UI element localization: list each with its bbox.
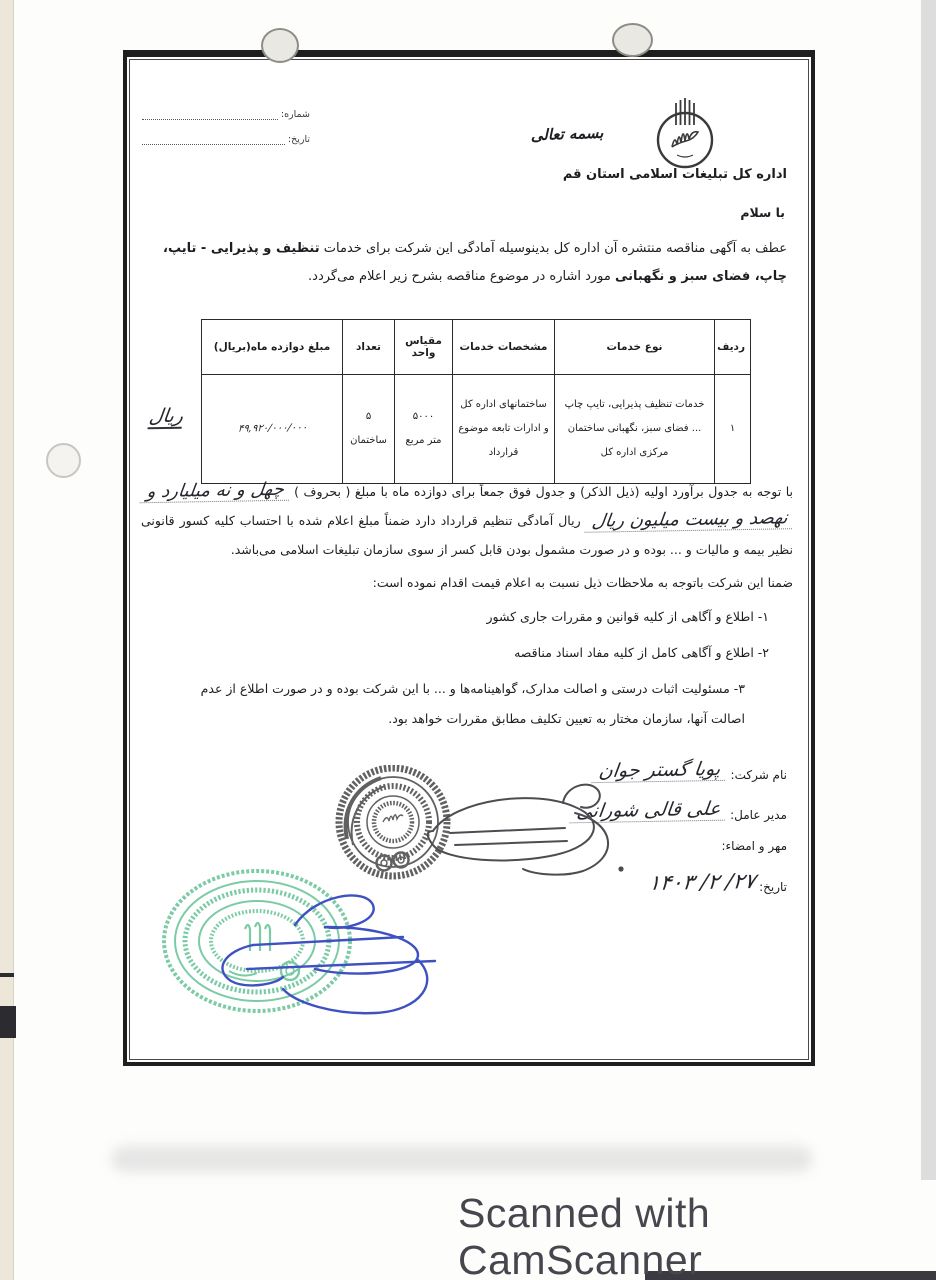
list-item: ۱- اطلاع و آگاهی از کلیه قوانین و مقررات جاری کشور xyxy=(486,609,769,624)
list-item: ۳- مسئولیت اثبات درستی و اصالت مدارک، گواهینامه‌ها و ... با این شرکت بوده و در صورت اطلاع از عدم اصالت آنها، سازمان مختار به تعیین تکلیف مطابق مقررات خواهد بود. xyxy=(200,681,745,726)
intro-part1: عطف به آگهی مناقصه منتشره آن اداره کل بدینوسیله آمادگی این شرکت برای خدمات xyxy=(323,241,788,256)
cell-count xyxy=(343,375,395,484)
handwritten-company-name: پویا گستر جوان xyxy=(592,758,728,783)
body-p1-before: با توجه به جدول برآورد اولیه (ذیل الذکر) و جدول فوق جمعاً برای دوازده ماه با مبلغ ( بحروف ) xyxy=(294,484,793,499)
col-header-specs: مشخصات خدمات xyxy=(453,320,555,375)
cell-index: ۱ xyxy=(715,375,751,484)
cell-service-type: خدمات تنظیف پذیرایی، تایپ چاپ ... فضای سبز، نگهبانی ساختمان مرکزی اداره کل xyxy=(555,375,715,484)
services-table xyxy=(201,319,751,484)
table-header-row xyxy=(202,320,751,375)
punch-hole-icon xyxy=(46,443,81,478)
dotted-leader xyxy=(142,134,285,145)
page-edge-left xyxy=(0,0,14,1280)
intro-bold: تنظیف و پذیرایی - تایپ، چاپ، فضای سبز و نگهبانی xyxy=(163,241,787,284)
col-header-index: ردیف xyxy=(715,320,751,375)
scan-artifact-bar xyxy=(0,973,14,977)
salutation: با سلام xyxy=(740,205,785,220)
letter-border-frame xyxy=(123,50,815,1066)
punch-hole-icon xyxy=(612,23,653,57)
col-header-amount: مبلغ دوازده ماه(بریال) xyxy=(202,320,343,375)
dotted-leader xyxy=(142,109,278,120)
seal-signature-label: مهر و امضاء: xyxy=(721,839,787,853)
handwritten-rial: ریال xyxy=(147,404,185,428)
scan-shadow-band xyxy=(112,1146,812,1172)
cell-unit-scale xyxy=(395,375,453,484)
letter-number-line xyxy=(142,109,310,120)
handwritten-amount-words-1: چهل و نه میلیارد و xyxy=(140,480,292,504)
camscanner-watermark: Scanned with CamScanner xyxy=(458,1190,711,1280)
body-p1-after: ریال آمادگی تنظیم قرارداد دارد ضمناً مبلغ اعلام شده با احتساب کلیه کسور قانونی نظیر بیمه و مالیات و ... بوده و در صورت مشمول بودن قابل کسر از سوی سازمان تبلیغات اسلامی می‌باشد. xyxy=(141,513,793,557)
letter-meta xyxy=(142,109,310,159)
intro-paragraph xyxy=(163,235,787,291)
col-header-unit-scale: مقیاس واحد xyxy=(395,320,453,375)
handwritten-date: ۱۴۰۳ /۲ /۲۷ xyxy=(647,869,757,895)
recipient-line: اداره کل تبلیغات اسلامی استان قم xyxy=(562,167,787,182)
manager-label: مدیر عامل: xyxy=(730,808,787,822)
col-header-count: تعداد xyxy=(343,320,395,375)
cell-amount-handwritten xyxy=(202,375,343,484)
signature-date-label: تاریخ: xyxy=(759,880,787,894)
besmele-calligraphy: بسمه تعالی xyxy=(530,123,604,145)
scan-artifact-bar xyxy=(0,1006,16,1038)
count-unit: ساختمان xyxy=(350,435,387,446)
handwritten-amount: ۴۹,۹۲۰/۰۰۰/۰۰۰ xyxy=(236,422,308,435)
col-header-service-type: نوع خدمات xyxy=(555,320,715,375)
table-row xyxy=(202,375,751,484)
letter-date-line xyxy=(142,134,310,145)
punch-hole-icon xyxy=(261,28,299,63)
letter-date-label: تاریخ: xyxy=(287,134,310,145)
body-paragraph xyxy=(141,477,793,597)
intro-part2: مورد اشاره در موضوع مناقصه بشرح زیر اعلام می‌گردد. xyxy=(308,269,611,284)
handwritten-manager-name: علی قالی شورانی xyxy=(569,798,728,824)
list-item: ۲- اطلاع و آگاهی کامل از کلیه مفاد اسناد مناقصه xyxy=(514,645,769,660)
company-name-label: نام شرکت: xyxy=(730,768,787,782)
letter-number-label: شماره: xyxy=(280,109,310,120)
second-signature-scrawl xyxy=(135,885,455,1044)
islamic-propagation-emblem-icon xyxy=(647,95,723,175)
cell-specs: ساختمانهای اداره کل و ادارات تابعه موضوع قرارداد xyxy=(453,375,555,484)
unit-scale-unit: متر مربع xyxy=(405,435,442,446)
considerations-list xyxy=(167,602,769,740)
handwritten-amount-words-2: نهصد و بیست میلیون ریال xyxy=(584,508,794,533)
count-value: ۵ xyxy=(365,411,372,422)
unit-scale-value: ۵۰۰۰ xyxy=(412,411,435,422)
page-edge-right xyxy=(921,0,936,1180)
body-p2: ضمنا این شرکت باتوجه به ملاحظات ذیل نسبت به اعلام قیمت اقدام نموده است: xyxy=(372,575,793,590)
manager-signature-scrawl xyxy=(415,773,635,887)
